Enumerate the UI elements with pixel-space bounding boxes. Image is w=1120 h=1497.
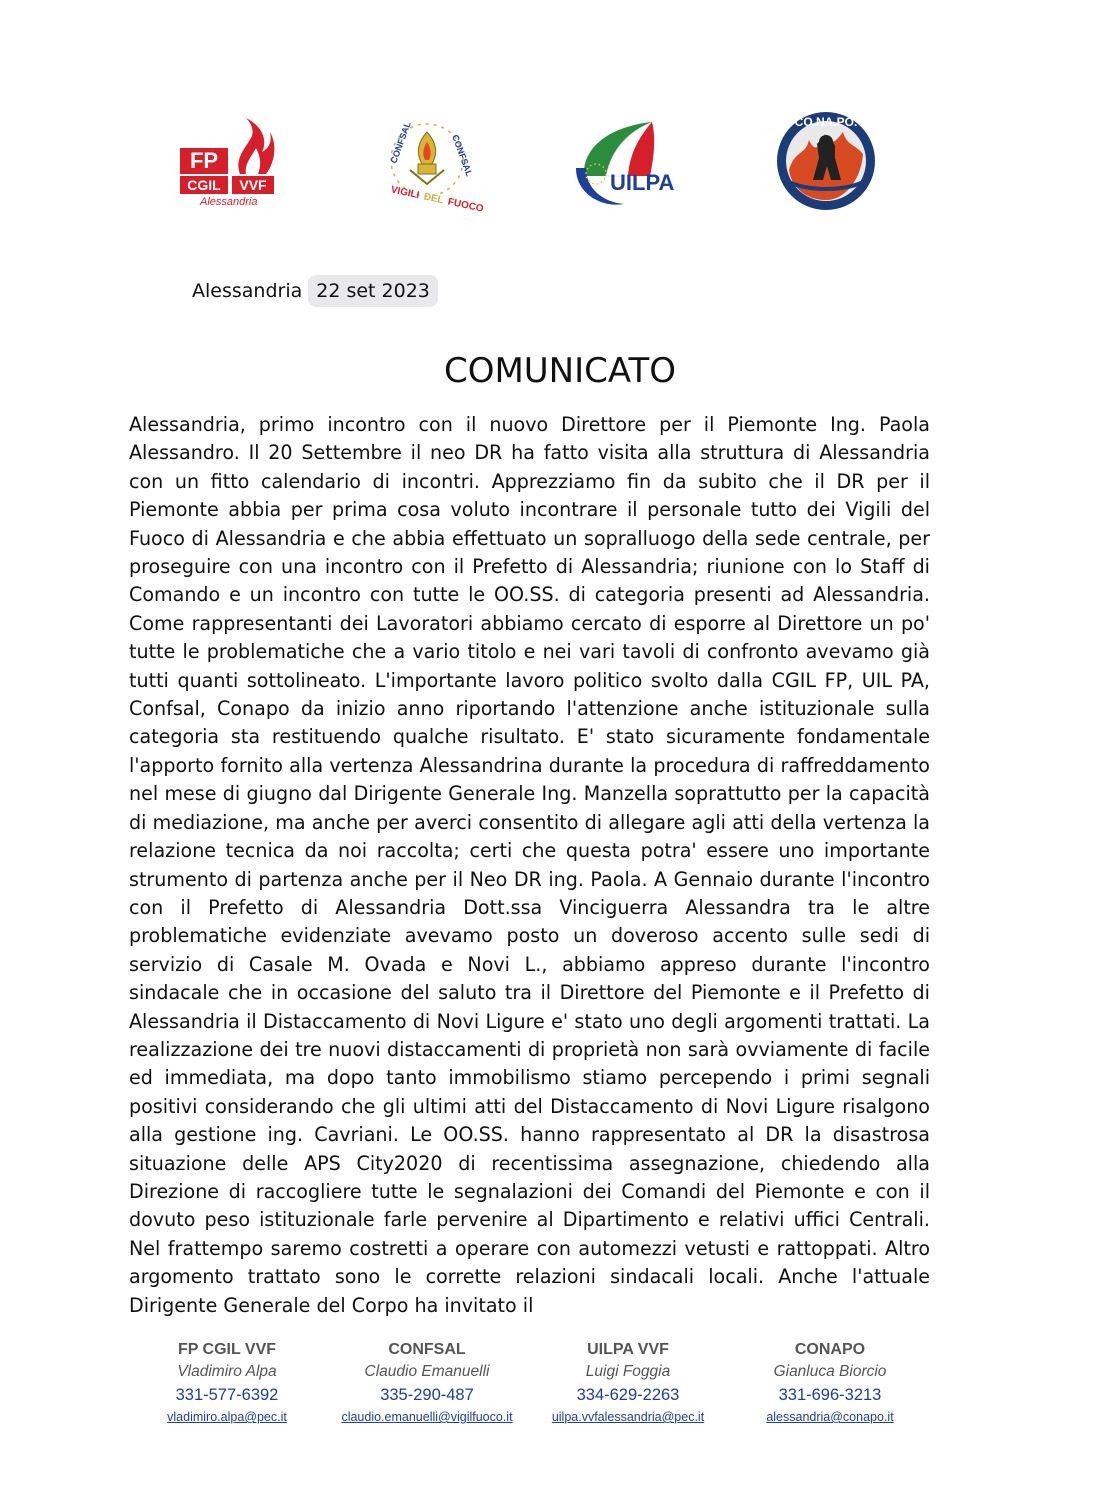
body-paragraph: Alessandria, primo incontro con il nuovo Direttore per il Piemonte Ing. Paola Alessandro. Il 20 Settembre il neo DR ha fatto visita alla struttura di Alessandria con un fitto calendario di incontri. Apprezziamo fin da subito che il DR per il Piemonte abbia per prima cosa voluto incontrare il personale tutto dei Vigili del Fuoco di Alessandria e che abbia effettuato un sopralluogo della sede centrale, per proseguire con una incontro con il Prefetto di Alessandria; riunione con lo Staff di Comando e un incontro con tutte le OO.SS. di categoria presenti ad Alessandria. Come rappresentanti dei Lavoratori abbiamo cercato di esporre al Direttore un po' tutte le problematiche che a vario titolo e nei vari tavoli di confronto avevamo già tutti quanti sottolineato. L'importante lavoro politico svolto dalla CGIL FP, UIL PA, Confsal, Conapo da inizio anno riportando l'attenzione anche istituzionale sulla categoria sta restituendo qualche risultato. E' stato sicuramente fondamentale l'apporto fornito alla vertenza Alessandrina durante la procedura di raffreddamento nel mese di giugno dal Dirigente Generale Ing. Manzella soprattutto per la capacità di mediazione, ma anche per averci consentito di allegare agli atti della vertenza la relazione tecnica da noi raccolta; certi che questa potra' essere uno importante strumento di partenza anche per il Neo DR ing. Paola. A Gennaio durante l'incontro con il Prefetto di Alessandria Dott.ssa Vinciguerra Alessandra tra le altre problematiche evidenziate avevamo posto un doveroso accento sulle sedi di servizio di Casale M. Ovada e Novi L., abbiamo appreso durante l'incontro sindacale che in occasione del saluto tra il Direttore del Piemonte e il Prefetto di Alessandria il Distaccamento di Novi Ligure e' stato uno degli argomenti trattati. La realizzazione dei tre nuovi distaccamenti di proprietà non sarà ovviamente di facile ed immediata, ma dopo tanto immobilismo stiamo percependo i primi segnali positivi considerando che gli ultimi atti del Distaccamento di Novi Ligure risalgono alla gestione ing. Cavriani. Le OO.SS. hanno rappresentato al DR la disastrosa situazione delle APS City2020 di recentissima assegnazione, chiedendo alla Direzione di raccogliere tutte le segnalazioni dei Comandi del Piemonte e con il dovuto peso istituzionale farle pervenire al Dipartimento e relativi uffici Centrali. Nel frattempo saremo costretti a operare con automezzi vetusti e rattoppati. Altro argomento trattato sono le corrette relazioni sindacali locali. Anche l'attuale Dirigente Generale del Corpo ha invitato il bbox=[129, 413, 930, 1317]
confsal-bottom-a: VIGILI bbox=[389, 184, 421, 202]
footer-org: CONAPO bbox=[794, 1341, 866, 1358]
date-chip[interactable]: 22 set 2023 bbox=[308, 275, 438, 307]
uilpa-label: UILPA bbox=[610, 170, 675, 195]
confsal-arc-right: CONFSAL bbox=[450, 133, 475, 178]
uilpa-emblem bbox=[572, 116, 678, 208]
footer-column-fp-cgil bbox=[112, 1340, 342, 1427]
fp-cgil-vvf-logo bbox=[180, 118, 280, 210]
confsal-bottom-b: DEL bbox=[422, 191, 445, 207]
footer-contacts bbox=[0, 1340, 1060, 1430]
fp-city-label: Alessandria bbox=[200, 196, 258, 208]
confsal-arc-left: CONFSAL bbox=[388, 120, 413, 165]
footer-email-link[interactable]: uilpa.vvfalessandria@pec.it bbox=[551, 1410, 705, 1424]
footer-email-link[interactable]: alessandria@conapo.it bbox=[766, 1410, 894, 1424]
footer-person: Gianluca Biorcio bbox=[773, 1363, 887, 1380]
footer-person: Claudio Emanuelli bbox=[364, 1363, 490, 1380]
footer-person: Vladimiro Alpa bbox=[177, 1363, 277, 1380]
flame-icon bbox=[232, 118, 274, 174]
footer-person: Luigi Foggia bbox=[585, 1363, 671, 1380]
footer-org: FP CGIL VVF bbox=[177, 1341, 277, 1358]
footer-email-link[interactable]: vladimiro.alpa@pec.it bbox=[167, 1410, 287, 1424]
vvf-label: VVF bbox=[232, 176, 274, 194]
conapo-label: CO.NA.PO. bbox=[794, 115, 858, 129]
svg-text:VIGILI DEL FUO bbox=[390, 184, 485, 214]
footer-org: CONFSAL bbox=[388, 1341, 466, 1358]
page-title: COMUNICATO bbox=[443, 351, 677, 391]
fp-label: FP bbox=[180, 148, 228, 174]
cgil-label: CGIL bbox=[180, 176, 228, 194]
footer-phone[interactable]: 334-629-2263 bbox=[576, 1386, 680, 1404]
confsal-bottom-c: FUOCO bbox=[446, 196, 485, 215]
dateline bbox=[192, 275, 438, 307]
footer-phone[interactable]: 331-577-6392 bbox=[175, 1386, 279, 1404]
footer-phone[interactable]: 335-290-487 bbox=[380, 1386, 474, 1404]
footer-email-link[interactable]: claudio.emanuelli@vigilfuoco.it bbox=[341, 1410, 513, 1424]
footer-column-uilpa bbox=[513, 1340, 743, 1427]
footer-column-conapo bbox=[715, 1340, 945, 1427]
footer-org: UILPA VVF bbox=[587, 1341, 669, 1358]
conapo-logo bbox=[775, 110, 877, 212]
footer-column-confsal bbox=[312, 1340, 542, 1427]
uilpa-logo bbox=[572, 116, 678, 208]
dateline-city: Alessandria bbox=[192, 280, 303, 302]
conapo-emblem bbox=[775, 110, 877, 212]
logo-row bbox=[0, 110, 1060, 220]
footer-phone[interactable]: 331-696-3213 bbox=[778, 1386, 882, 1404]
confsal-vigili-del-fuoco-logo bbox=[378, 118, 485, 215]
confsal-emblem bbox=[378, 118, 485, 215]
